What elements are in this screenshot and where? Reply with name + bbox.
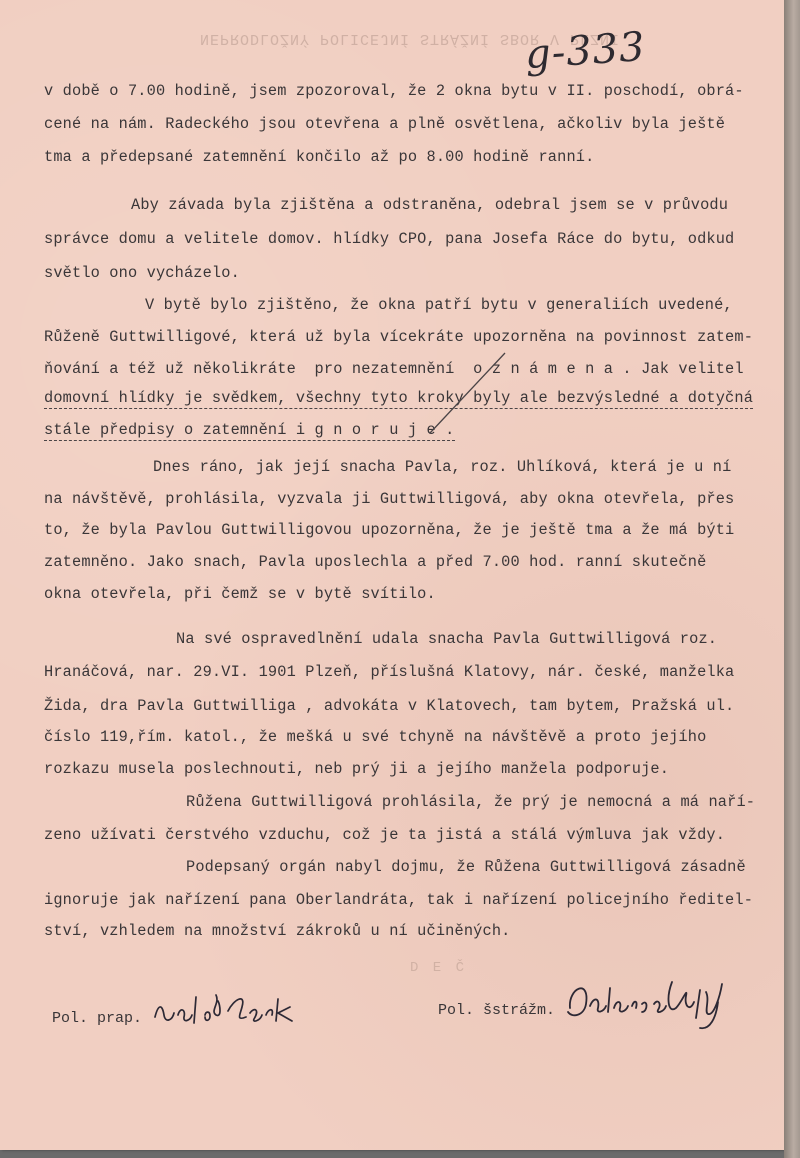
text-line: ignoruje jak nařízení pana Oberlandráta, tak i nařízení policejního ředitel- — [44, 891, 754, 909]
text-line: zatemněno. Jako snach, Pavla uposlechla a před 7.00 hod. ranní skutečně — [44, 553, 707, 571]
pencil-strike-mark — [410, 348, 530, 438]
text-line: ňování a též už několikráte pro nezatemnění o z n á m e n a . Jak velitel — [44, 360, 744, 378]
handwritten-signature-right — [560, 968, 735, 1038]
text-line: ství, vzhledem na množství zákroků u ní učiněných. — [44, 922, 511, 940]
text-line-underlined: domovní hlídky je svědkem, všechny tyto kroky byly ale bezvýsledné a dotyčná — [44, 391, 753, 409]
page-edge-shadow — [784, 0, 800, 1158]
text-line: rozkazu musela poslechnouti, neb prý ji a jejího manžela podporuje. — [44, 760, 670, 778]
text-line: světlo ono vycházelo. — [44, 264, 240, 282]
text-line: číslo 119,řím. katol., že mešká u své tchyně na návštěvě a proto jejího — [44, 728, 707, 746]
handwritten-file-number: g-333 — [523, 23, 647, 79]
text-line: Růženě Guttwilligové, která už byla vícekráte upozorněna na povinnost zatem- — [44, 328, 754, 346]
handwritten-signature-left — [150, 985, 300, 1035]
text-line: na návštěvě, prohlásila, vyzvala ji Guttwilligová, aby okna otevřela, přes — [44, 490, 735, 508]
text-line: v době o 7.00 hodině, jsem zpozoroval, že 2 okna bytu v II. poschodí, obrá- — [44, 82, 744, 100]
faint-stamp: D E Č — [410, 960, 468, 976]
text-line: to, že byla Pavlou Guttwilligovou upozorněna, že je ještě tma a že má býti — [44, 521, 735, 539]
text-line: Růžena Guttwilligová prohlásila, že prý je nemocná a má naří- — [186, 793, 756, 811]
text-line: Podepsaný orgán nabyl dojmu, že Růžena Guttwilligová zásadně — [186, 858, 746, 876]
text-line: tma a předepsané zatemnění končilo až po 8.00 hodině ranní. — [44, 148, 595, 166]
signature-label-left: Pol. prap. — [52, 1010, 143, 1027]
text-line: V bytě bylo zjištěno, že okna patří bytu v generaliích uvedené, — [145, 296, 733, 314]
text-line: správce domu a velitele domov. hlídky CPO, pana Josefa Ráce do bytu, odkud — [44, 230, 735, 248]
signature-label-right: Pol. šstrážm. — [438, 1002, 556, 1019]
letterhead-bleed-through: NEPRODLOŽNÝ POLICEJNÍ STRÁŽNÍ SBOR V PLZNI — [200, 30, 621, 47]
text-line: zeno užívati čerstvého vzduchu, což je ta jistá a stálá výmluva jak vždy. — [44, 826, 726, 844]
text-line-underlined: stále předpisy o zatemnění i g n o r u j e . — [44, 423, 455, 441]
text-line: Na své ospravedlnění udala snacha Pavla Guttwilligová roz. — [176, 630, 718, 648]
text-line: Žida, dra Pavla Guttwilliga , advokáta v Klatovech, tam bytem, Pražská ul. — [44, 697, 735, 715]
text-line: Hranáčová, nar. 29.VI. 1901 Plzeň, příslušná Klatovy, nár. české, manželka — [44, 663, 735, 681]
text-line: okna otevřela, při čemž se v bytě svítilo. — [44, 585, 436, 603]
text-line: cené na nám. Radeckého jsou otevřena a plně osvětlena, ačkoliv byla ještě — [44, 115, 726, 133]
text-line: Aby závada byla zjištěna a odstraněna, odebral jsem se v průvodu — [131, 196, 729, 214]
text-line: Dnes ráno, jak její snacha Pavla, roz. Uhlíková, která je u ní — [153, 458, 732, 476]
